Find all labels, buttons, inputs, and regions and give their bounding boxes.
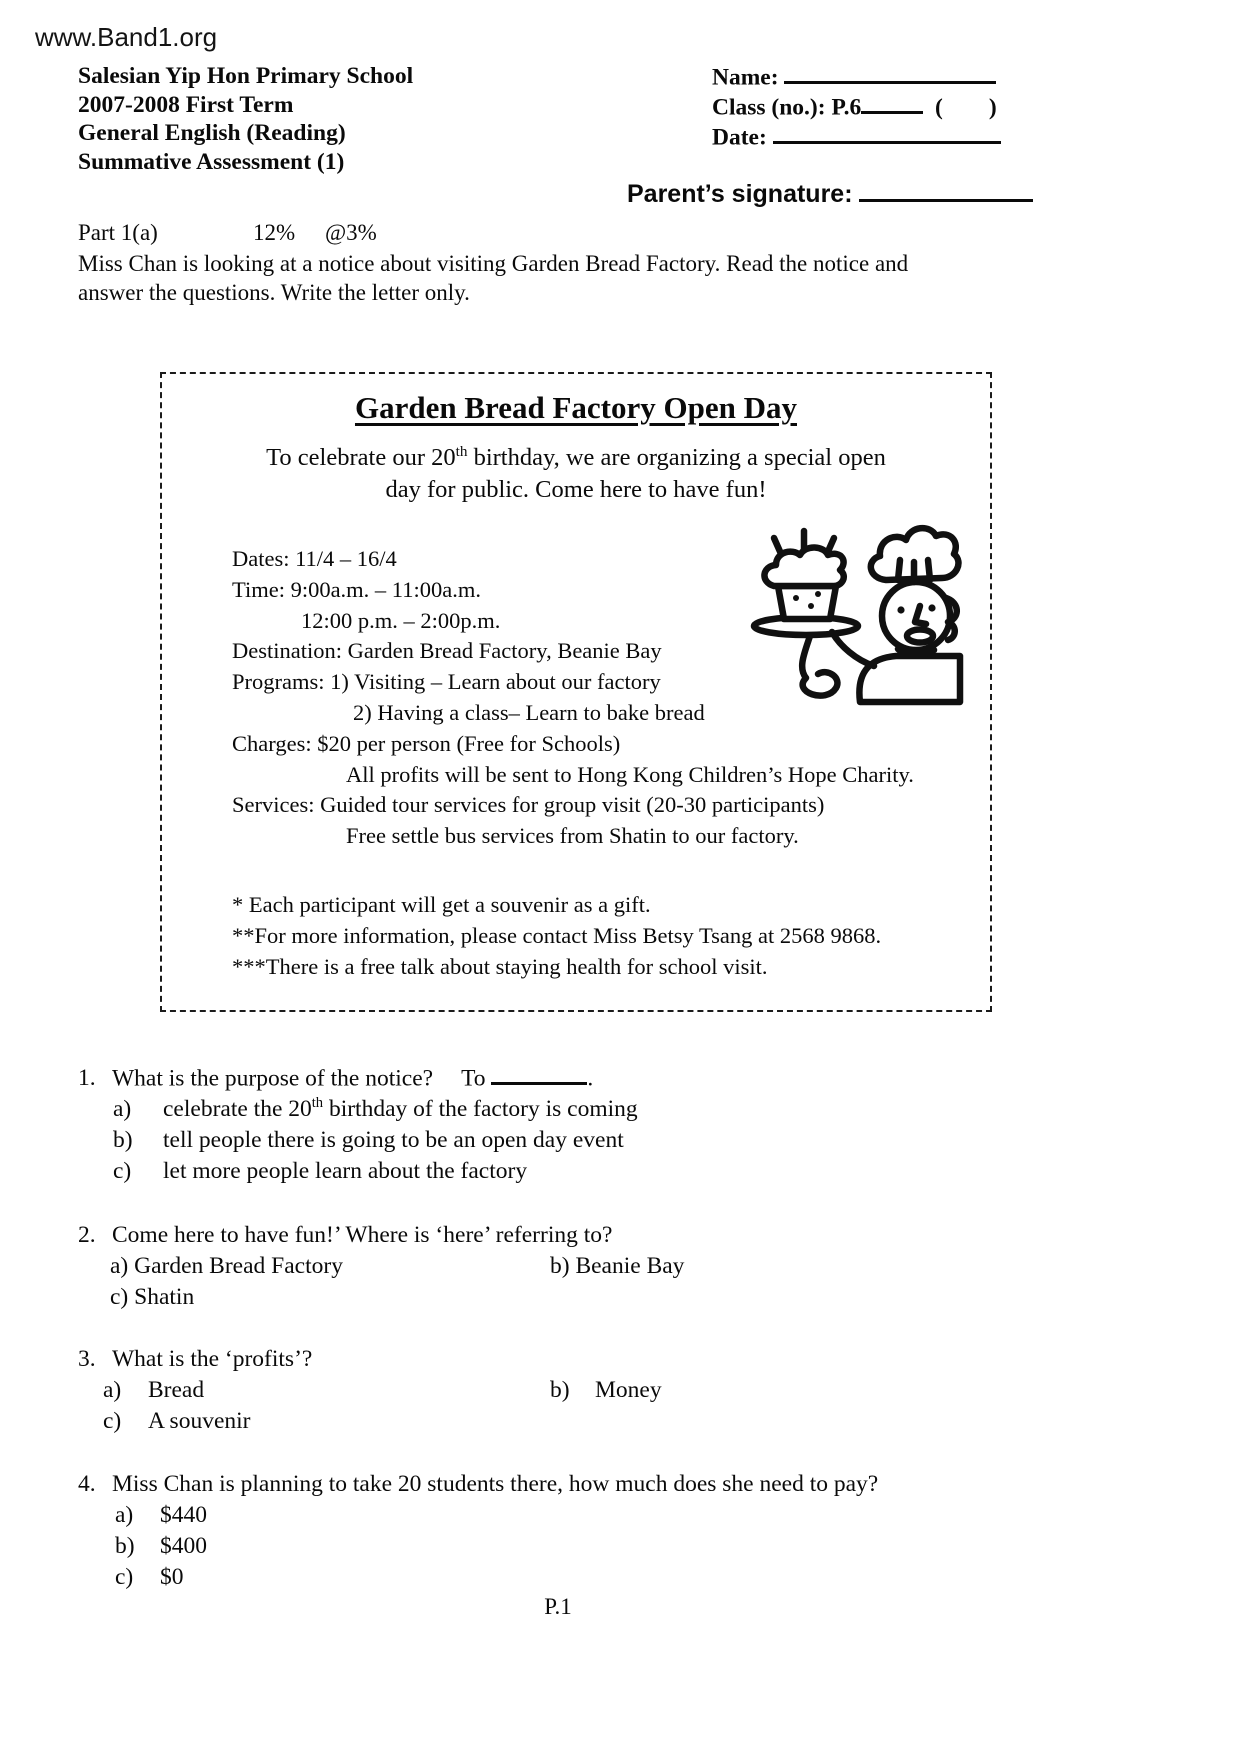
- question-2-options-ab: [78, 1251, 685, 1282]
- option-letter: a): [110, 1253, 129, 1279]
- question-1-option-a: a) celebrate the 20th birthday of the factory is coming: [78, 1094, 638, 1125]
- term-line: 2007-2008 First Term: [78, 91, 294, 118]
- option-letter: b): [550, 1253, 570, 1279]
- date-row: [712, 122, 1001, 152]
- part-label: Part 1(a): [78, 220, 158, 245]
- detail-line-services2: Free settle bus services from Shatin to our factory.: [346, 823, 799, 849]
- question-2-option-a: a) Garden Bread Factory: [110, 1253, 343, 1279]
- footnote-line: **For more information, please contact Miss Betsy Tsang at 2568 9868.: [232, 923, 882, 948]
- footnote-line: ***There is a free talk about staying health for school visit.: [232, 954, 768, 979]
- question-2: [78, 1220, 685, 1313]
- school-name: Salesian Yip Hon Primary School: [78, 63, 414, 89]
- option-letter: c): [113, 1158, 132, 1185]
- question-1-option-b: b) tell people there is going to be an open day event: [78, 1125, 638, 1156]
- question-1: [78, 1063, 638, 1187]
- footnote-line: * Each participant will get a souvenir as a gift.: [232, 892, 651, 917]
- option-letter: b): [113, 1127, 133, 1154]
- class-blank: [861, 92, 923, 114]
- question-number: 2.: [78, 1222, 96, 1248]
- notice-title: Garden Bread Factory Open Day: [354, 390, 797, 425]
- question-2-stem: 2. Come here to have fun!’ Where is ‘here’ referring to?: [78, 1220, 612, 1251]
- detail-line-dates: Dates: 11/4 – 16/4: [232, 546, 397, 571]
- option-letter: c): [103, 1408, 122, 1434]
- assessment-line: Summative Assessment (1): [78, 148, 345, 175]
- question-4: [78, 1469, 878, 1593]
- name-row: [712, 62, 1001, 92]
- option-letter: c): [110, 1284, 129, 1310]
- school-header: [78, 62, 413, 176]
- question-number: 3.: [78, 1346, 96, 1372]
- notice-intro-line: day for public. Come here to have fun!: [385, 476, 767, 503]
- parent-signature-label: Parent’s signature:: [627, 179, 853, 208]
- question-3-options-ab: [78, 1375, 662, 1406]
- ordinal-superscript: th: [455, 442, 468, 460]
- option-letter: a): [103, 1377, 122, 1403]
- class-row: [712, 92, 1001, 122]
- question-1-stem: 1. What is the purpose of the notice? To .: [78, 1063, 638, 1094]
- baker-illustration: [748, 518, 970, 710]
- question-3-stem: 3. What is the ‘profits’?: [78, 1344, 312, 1375]
- option-letter: a): [113, 1096, 132, 1123]
- question-3: [78, 1344, 662, 1437]
- parent-signature-blank: [859, 178, 1033, 202]
- class-paren-close: ): [988, 94, 997, 121]
- question-1-blank: [491, 1063, 587, 1085]
- question-3-option-c: c) A souvenir: [78, 1406, 312, 1437]
- question-number: 1.: [78, 1065, 96, 1092]
- notice-footnotes: [232, 889, 881, 982]
- subject-line: General English (Reading): [78, 120, 346, 146]
- detail-line-programs2: 2) Having a class– Learn to bake bread: [353, 699, 705, 725]
- part-heading: [78, 220, 377, 246]
- detail-line-charges2: All profits will be sent to Hong Kong Children’s Hope Charity.: [346, 761, 914, 787]
- option-letter: c): [115, 1564, 134, 1590]
- question-number: 4.: [78, 1471, 96, 1497]
- class-paren-open: (: [935, 94, 943, 121]
- notice-intro-line: To celebrate our 20th birthday, we are organizing a special open: [266, 442, 886, 471]
- instruction-line: Miss Chan is looking at a notice about visiting Garden Bread Factory. Read the notice and: [78, 251, 909, 276]
- question-4-option-a: a) $440: [78, 1500, 878, 1531]
- detail-line-services: Services: Guided tour services for group visit (20-30 participants): [232, 792, 825, 818]
- question-1-option-c: c) let more people learn about the factory: [78, 1156, 638, 1187]
- question-2-option-b: b) Beanie Bay: [550, 1253, 685, 1279]
- notice-box: [160, 372, 992, 1012]
- question-4-option-c: c) $0: [78, 1562, 878, 1593]
- page-number: P.1: [544, 1594, 572, 1619]
- detail-line-programs: Programs: 1) Visiting – Learn about our factory: [232, 669, 661, 695]
- class-label: Class (no.): P.6: [712, 94, 862, 121]
- student-info-block: [712, 62, 1001, 151]
- option-letter: b): [115, 1533, 135, 1559]
- name-blank: [784, 62, 996, 84]
- name-label: Name:: [712, 64, 779, 91]
- detail-line-charges: Charges: $20 per person (Free for Schools): [232, 730, 621, 756]
- date-blank: [773, 122, 1001, 144]
- question-2-option-c: c) Shatin: [110, 1284, 195, 1310]
- part-per-question: @3%: [325, 220, 377, 245]
- notice-intro: [162, 442, 990, 506]
- part-weight: 12%: [253, 220, 296, 245]
- instruction-line: answer the questions. Write the letter only.: [78, 280, 470, 305]
- parent-signature-row: [627, 178, 1033, 209]
- ordinal-superscript: th: [311, 1095, 324, 1112]
- question-3-option-b: b) Money: [550, 1375, 662, 1406]
- question-4-option-b: b) $400: [78, 1531, 878, 1562]
- detail-line-destination: Destination: Garden Bread Factory, Beanie Bay: [232, 638, 662, 664]
- date-label: Date:: [712, 123, 767, 150]
- question-4-stem: 4. Miss Chan is planning to take 20 students there, how much does she need to pay?: [78, 1469, 878, 1500]
- site-watermark: www.Band1.org: [35, 22, 218, 52]
- part-instructions: [78, 249, 908, 307]
- option-letter: a): [115, 1502, 134, 1528]
- detail-line-time2: 12:00 p.m. – 2:00p.m.: [301, 607, 501, 633]
- option-letter: b): [550, 1377, 570, 1403]
- question-3-option-a: a) Bread: [103, 1377, 204, 1403]
- detail-line-time: Time: 9:00a.m. – 11:00a.m.: [232, 576, 481, 602]
